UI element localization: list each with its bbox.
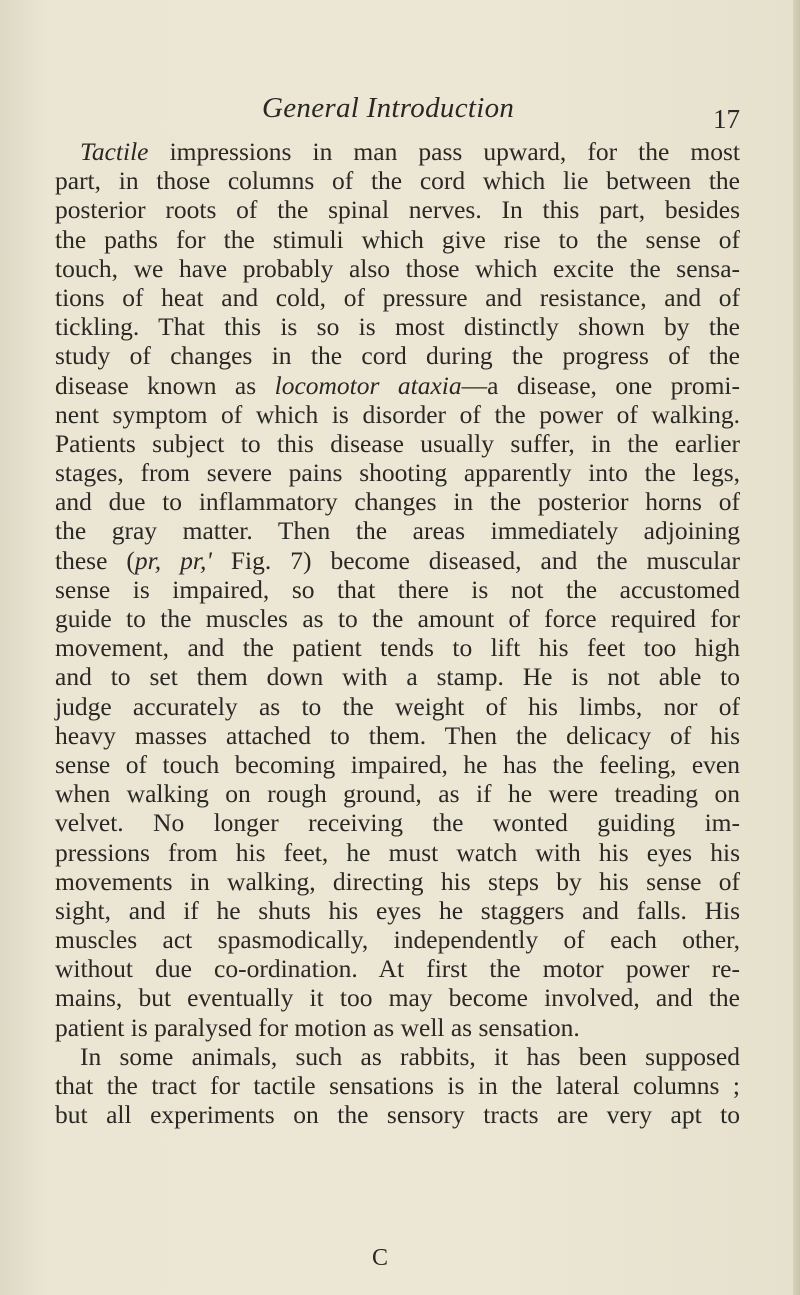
text-line: In some animals, such as rabbits, it has been supposed <box>80 1041 740 1071</box>
text-line: sense of touch becoming impaired, he has the feeling, even <box>55 749 740 779</box>
text-line: mains, but eventually it too may become involved, and the <box>55 983 740 1013</box>
text-line: that the tract for tactile sensations is in the lateral columns ; <box>55 1071 740 1100</box>
text-line: movements in walking, directing his steps by his sense of <box>55 866 740 896</box>
text-line: Tactile impressions in man pass upward, for the most <box>80 137 740 166</box>
running-title: General Introduction <box>262 92 515 124</box>
text-line: velvet. No longer receiving the wonted guiding im- <box>55 808 740 838</box>
text-line: these (pr, pr,' Fig. 7) become diseased, and the muscular <box>55 545 740 575</box>
text-line: and due to inflammatory changes in the posterior horns of <box>55 487 740 517</box>
text-line: movement, and the patient tends to lift his feet too high <box>55 633 740 663</box>
text-line: the gray matter. Then the areas immediately adjoining <box>55 516 740 546</box>
text-line: but all experiments on the sensory tracts are very apt to <box>55 1100 740 1130</box>
text-line: the paths for the stimuli which give rise to the sense of <box>55 224 740 254</box>
page-edge <box>793 0 800 1295</box>
text-line: sight, and if he shuts his eyes he staggers and falls. His <box>55 895 740 925</box>
text-line: guide to the muscles as to the amount of force required for <box>55 604 740 633</box>
text-line: heavy masses attached to them. Then the delicacy of his <box>55 720 740 750</box>
text-line: nent symptom of which is disorder of the power of walking. <box>55 399 740 429</box>
text-line: without due co-ordination. At first the motor power re- <box>55 954 740 984</box>
text-line: when walking on rough ground, as if he were treading on <box>55 779 740 809</box>
text-line: judge accurately as to the weight of his limbs, nor of <box>55 691 740 721</box>
text-line: sense is impaired, so that there is not the accustomed <box>55 574 740 604</box>
text-line: touch, we have probably also those which excite the sensa- <box>55 253 740 283</box>
page-header <box>0 92 800 132</box>
text-line: patient is paralysed for motion as well as sensation. <box>55 1012 580 1042</box>
text-line: tickling. That this is so is most distinctly shown by the <box>55 312 740 342</box>
text-line: tions of heat and cold, of pressure and resistance, and of <box>55 282 740 312</box>
text-line: disease known as locomotor ataxia—a disease, one promi- <box>55 370 740 400</box>
signature-mark: C <box>372 1245 389 1271</box>
text-line: and to set them down with a stamp. He is not able to <box>55 662 740 692</box>
body-text <box>55 137 740 1129</box>
text-line: muscles act spasmodically, independently of each other, <box>55 925 740 955</box>
page-number: 17 <box>713 104 740 134</box>
text-line: pressions from his feet, he must watch with his eyes his <box>55 837 740 867</box>
text-line: stages, from severe pains shooting apparently into the legs, <box>55 458 740 488</box>
text-line: posterior roots of the spinal nerves. In this part, besides <box>55 195 740 225</box>
text-line: study of changes in the cord during the progress of the <box>55 341 740 371</box>
text-line: part, in those columns of the cord which lie between the <box>55 166 740 196</box>
text-line: Patients subject to this disease usually suffer, in the earlier <box>55 428 740 458</box>
